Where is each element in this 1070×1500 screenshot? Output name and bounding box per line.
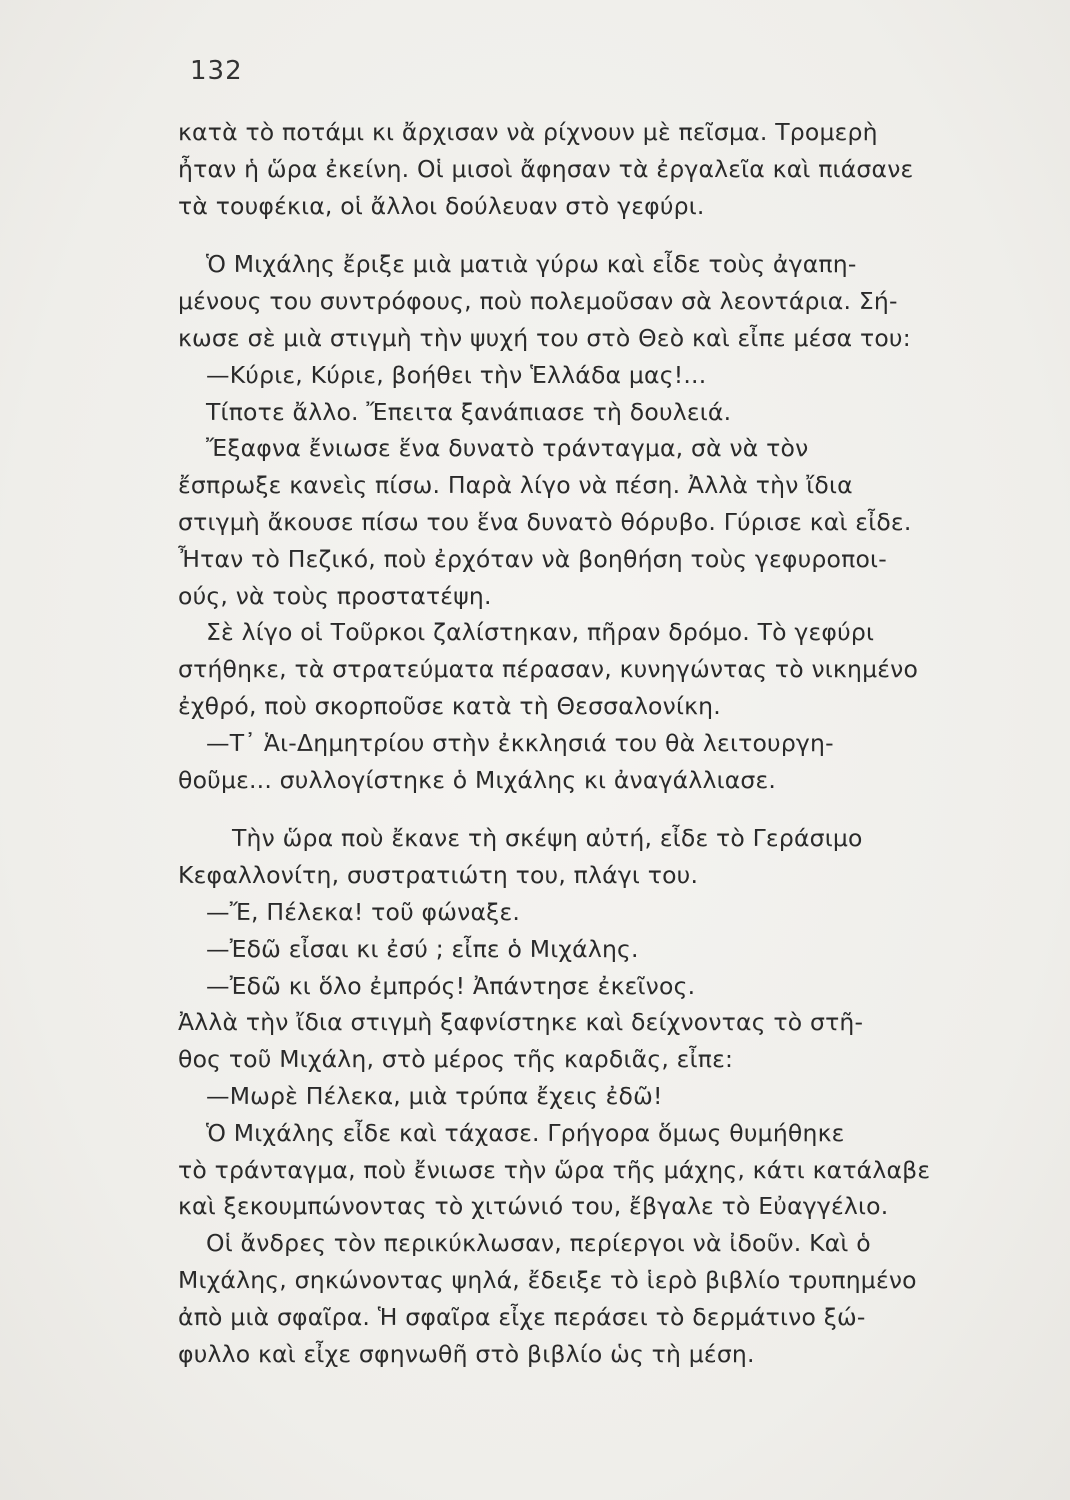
- text-line: μένους του συντρόφους, ποὺ πολεμοῦσαν σὰ λεοντάρια. Σή-: [178, 287, 898, 316]
- text-line: καὶ ξεκουμπώνοντας τὸ χιτώνιό του, ἔβγαλε τὸ Εὐαγγέλιο.: [178, 1192, 889, 1221]
- text-line: φυλλο καὶ εἶχε σφηνωθῆ στὸ βιβλίο ὡς τὴ μέση.: [178, 1339, 755, 1368]
- text-line: —Ἔ, Πέλεκα! τοῦ φώναξε.: [206, 897, 521, 926]
- text-line: τὰ τουφέκια, οἱ ἄλλοι δούλευαν στὸ γεφύρι.: [178, 191, 705, 220]
- text-line: Σὲ λίγο οἱ Τοῦρκοι ζαλίστηκαν, πῆραν δρόμο. Τὸ γεφύρι: [206, 618, 875, 647]
- page-number: 132: [190, 56, 243, 86]
- text-line: —Ἐδῶ εἶσαι κι ἐσύ ; εἶπε ὁ Μιχάλης.: [206, 934, 639, 963]
- text-line: —Ἐδῶ κι ὅλο ἐμπρός! Ἀπάντησε ἐκεῖνος.: [206, 971, 696, 1000]
- text-line: Ὁ Μιχάλης εἶδε καὶ τάχασε. Γρήγορα ὅμως θυμήθηκε: [206, 1118, 845, 1147]
- text-line: Ἀλλὰ τὴν ἴδια στιγμὴ ξαφνίστηκε καὶ δείχνοντας τὸ στῆ-: [178, 1008, 864, 1037]
- text-line: ἦταν ἡ ὥρα ἐκείνη. Οἱ μισοὶ ἄφησαν τὰ ἐργαλεῖα καὶ πιάσανε: [178, 154, 914, 183]
- text-line: στήθηκε, τὰ στρατεύματα πέρασαν, κυνηγώντας τὸ νικημένο: [178, 655, 919, 684]
- text-line: Τίποτε ἄλλο. Ἔπειτα ξανάπιασε τὴ δουλειά.: [206, 397, 732, 426]
- text-line: θος τοῦ Μιχάλη, στὸ μέρος τῆς καρδιᾶς, εἶπε:: [178, 1045, 734, 1074]
- text-line: —Τ᾽ Ἁι-Δημητρίου στὴν ἐκκλησιά του θὰ λειτουργη-: [206, 728, 834, 757]
- text-line: κωσε σὲ μιὰ στιγμὴ τὴν ψυχή του στὸ Θεὸ καὶ εἶπε μέσα του:: [178, 323, 911, 352]
- text-line: θοῦμε... συλλογίστηκε ὁ Μιχάλης κι ἀναγάλλιασε.: [178, 765, 777, 794]
- text-line: ούς, νὰ τοὺς προστατέψη.: [178, 581, 492, 610]
- text-line: —Μωρὲ Πέλεκα, μιὰ τρύπα ἔχεις ἐδῶ!: [206, 1081, 663, 1110]
- text-line: Ὁ Μιχάλης ἔριξε μιὰ ματιὰ γύρω καὶ εἶδε τοὺς ἀγαπη-: [206, 250, 857, 279]
- text-line: —Κύριε, Κύριε, βοήθει τὴν Ἑλλάδα μας!...: [206, 360, 707, 389]
- paragraph-gap: [178, 798, 1026, 820]
- text-line: Κεφαλλονίτη, συστρατιώτη του, πλάγι του.: [178, 861, 699, 890]
- text-line: στιγμὴ ἄκουσε πίσω του ἕνα δυνατὸ θόρυβο. Γύρισε καὶ εἶδε.: [178, 507, 912, 536]
- text-line: τὸ τράνταγμα, ποὺ ἔνιωσε τὴν ὥρα τῆς μάχης, κάτι κατάλαβε: [178, 1155, 931, 1184]
- text-line: Ἦταν τὸ Πεζικό, ποὺ ἐρχόταν νὰ βοηθήση τοὺς γεφυροποι-: [178, 544, 887, 573]
- body-text: [178, 114, 1026, 1372]
- text-line: Οἱ ἄνδρες τὸν περικύκλωσαν, περίεργοι νὰ ἰδοῦν. Καὶ ὁ: [206, 1229, 871, 1258]
- text-line: Μιχάλης, σηκώνοντας ψηλά, ἔδειξε τὸ ἱερὸ βιβλίο τρυπημένο: [178, 1265, 917, 1294]
- text-line: Τὴν ὥρα ποὺ ἔκανε τὴ σκέψη αὐτή, εἶδε τὸ Γεράσιμο: [232, 824, 863, 853]
- text-line: ἐχθρό, ποὺ σκορποῦσε κατὰ τὴ Θεσσαλονίκη.: [178, 691, 721, 720]
- text-line: ἀπὸ μιὰ σφαῖρα. Ἡ σφαῖρα εἶχε περάσει τὸ δερμάτινο ξώ-: [178, 1302, 866, 1331]
- text-line: Ἔξαφνα ἔνιωσε ἕνα δυνατὸ τράνταγμα, σὰ νὰ τὸν: [206, 434, 809, 463]
- text-line: κατὰ τὸ ποτάμι κι ἄρχισαν νὰ ρίχνουν μὲ πεῖσμα. Τρομερὴ: [178, 118, 878, 146]
- text-line: ἔσπρωξε κανεὶς πίσω. Παρὰ λίγο νὰ πέση. Ἀλλὰ τὴν ἴδια: [178, 471, 853, 500]
- paragraph-gap: [178, 224, 1026, 246]
